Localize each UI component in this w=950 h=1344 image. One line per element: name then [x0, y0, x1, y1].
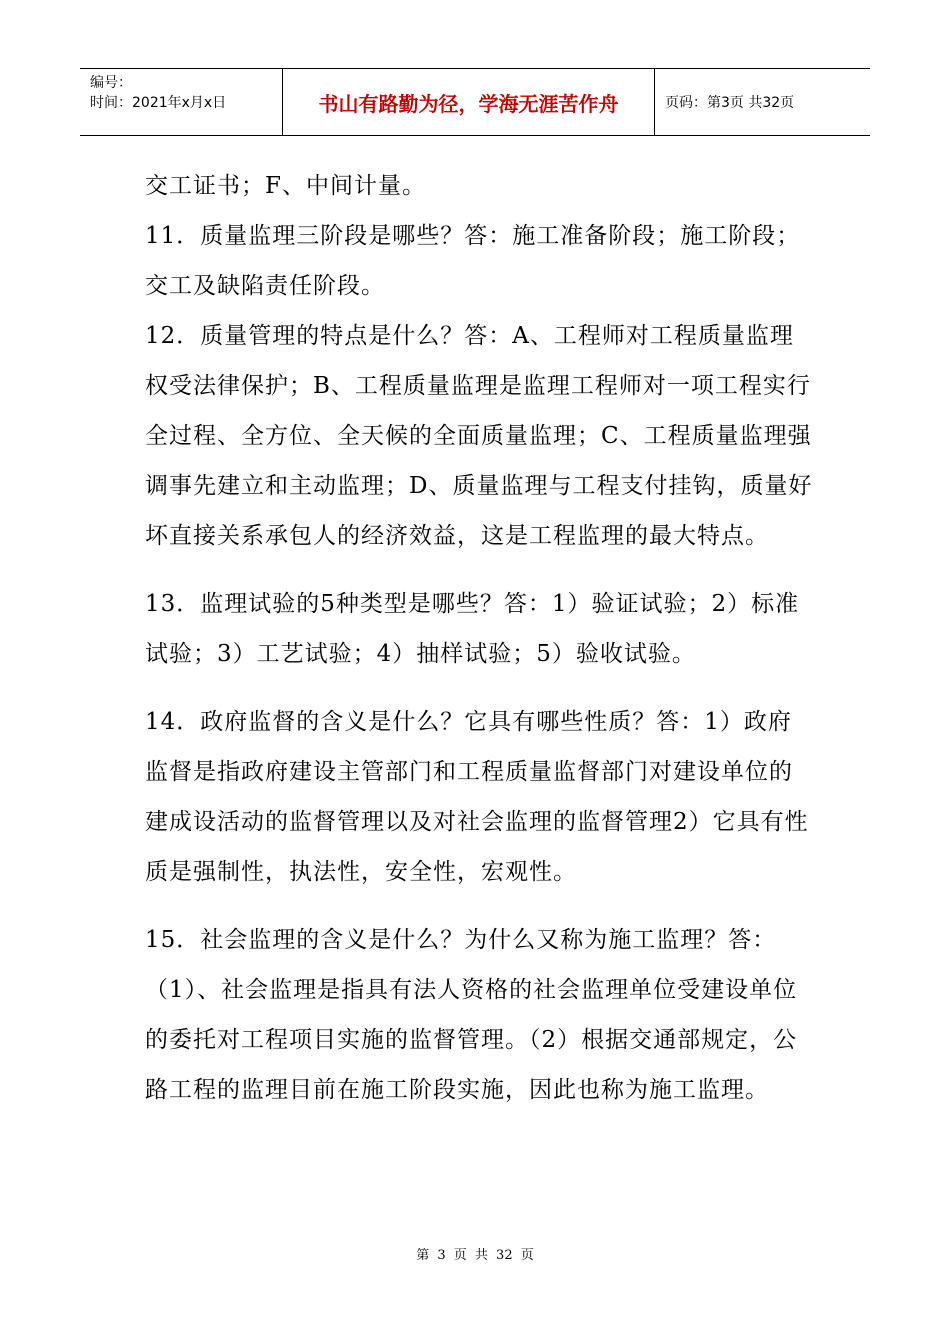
header-meta [80, 69, 283, 135]
question-15: 15．社会监理的含义是什么？为什么又称为施工监理？答：（1）、社会监理是指具有法人资格的社会监理单位受建设单位的委托对工程项目实施的监督管理。（2）根据交通部规定，公路工程的监理目前在施工阶段实施，因此也称为施工监理。 [145, 927, 798, 1103]
question-14: 14．政府监督的含义是什么？它具有哪些性质？答：1）政府监督是指政府建设主管部门和工程质量监督部门对建设单位的建成设活动的监督管理以及对社会监理的监督管理2）它具有性质是强制性，执法性，安全性，宏观性。 [145, 709, 809, 885]
question-11: 11．质量监理三阶段是哪些？答：施工准备阶段；施工阶段；交工及缺陷责任阶段。 [145, 223, 801, 299]
page-footer: 第 3 页 共 32 页 [416, 1248, 534, 1263]
page-header [80, 68, 870, 136]
document-time: 时间：2021年x月x日 [90, 95, 227, 111]
document-number-label: 编号： [90, 75, 132, 91]
paragraph-continuation: 交工证书；F、中间计量。 [145, 173, 426, 199]
header-page-info: 页码：第3页 共32页 [665, 95, 795, 111]
document-body [145, 161, 815, 1115]
question-13: 13．监理试验的5种类型是哪些？答：1）验证试验；2）标准试验；3）工艺试验；4）抽样试验；5）验收试验。 [145, 591, 800, 667]
header-motto: 书山有路勤为径，学海无涯苦作舟 [283, 69, 655, 135]
question-12: 12．质量管理的特点是什么？答：A、工程师对工程质量监理权受法律保护；B、工程质量监理是监理工程师对一项工程实行全过程、全方位、全天候的全面质量监理；C、工程质量监理强调事先建立和主动监理；D、质量监理与工程支付挂钩，质量好坏直接关系承包人的经济效益，这是工程监理的最大特点。 [145, 323, 813, 549]
